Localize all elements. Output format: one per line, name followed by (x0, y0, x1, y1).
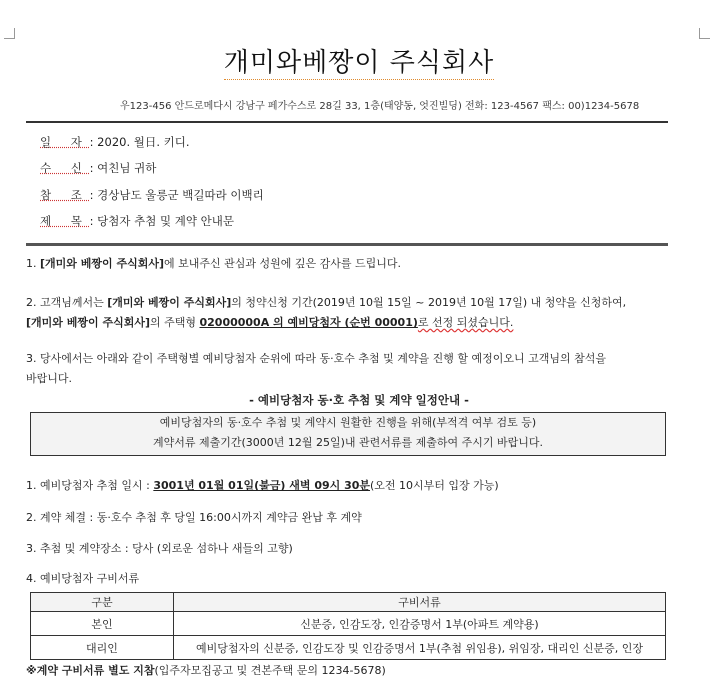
table-row (31, 636, 666, 660)
footnote-rest: (입주자모집공고 및 견본주택 문의 1234-5678) (154, 664, 386, 677)
header-top-rule (26, 121, 668, 123)
para2-company-2: [개미와 베짱이 주식회사] (26, 316, 150, 329)
company-title: 개미와베짱이 주식회사 (223, 48, 495, 78)
para1-rest: 에 보내주신 관심과 성원에 깊은 감사를 드립니다. (163, 257, 401, 270)
footnote (26, 662, 386, 678)
header-bottom-rule (26, 243, 668, 246)
header-reference-row (40, 187, 264, 203)
date-label: 일 자 (40, 135, 90, 149)
table-row (31, 612, 666, 636)
para2-prefix: 2. 고객님께서는 (26, 296, 108, 309)
notice-line-1: 예비당첨자의 동·호수 추첨 및 계약시 원활한 진행을 위해(부적격 여부 검토 등) (159, 416, 537, 429)
para1-company: [개미와 베짱이 주식회사] (40, 257, 164, 270)
paragraph-1 (26, 254, 676, 274)
subject-value: : 당첨자 추첨 및 계약 안내문 (89, 214, 235, 228)
item1-rest: (오전 10시부터 입장 가능) (370, 479, 499, 492)
crop-mark-top-left (4, 28, 15, 39)
item-3-location: 3. 추첨 및 계약장소 : 당사 (외로운 섬하나 새들의 고향) (26, 542, 293, 555)
table-cell-category: 본인 (31, 612, 174, 636)
footnote-bold: ※계약 구비서류 별도 지참 (26, 664, 155, 677)
para1-prefix: 1. (26, 257, 40, 270)
required-documents-table (30, 592, 666, 660)
header-date-row (40, 134, 190, 150)
schedule-subtitle: - 예비당첨자 동·호 추첨 및 계약 일정안내 - (249, 393, 469, 407)
para2-line1-rest: 의 청약신청 기간(2019년 10월 15일 ~ 2019년 10월 17일) 내 청약을 신청하여, (231, 296, 627, 309)
header-subject-row (40, 213, 234, 229)
table-header-documents: 구비서류 (174, 593, 666, 612)
crop-mark-top-right (699, 28, 710, 39)
subject-label: 제 목 (40, 214, 90, 228)
item-2-contract: 2. 계약 체결 : 동·호수 추첨 후 당일 16:00시까지 계약금 완납 후 계약 (26, 511, 362, 524)
recipient-value: : 여친님 귀하 (89, 161, 157, 175)
paragraph-3 (26, 349, 676, 389)
reference-value: : 경상남도 울릉군 백길따라 이백리 (89, 188, 264, 202)
para3-line1: 3. 당사에서는 아래와 같이 주택형별 예비당첨자 순위에 따라 동·호수 추첨 및 계약을 진행 할 예정이오니 고객님의 참석을 (26, 352, 606, 365)
item1-datetime: 3001년 01월 01일(불금) 새벽 09시 30분 (153, 479, 371, 492)
recipient-label: 수 신 (40, 161, 90, 175)
para2-company-1: [개미와 베짱이 주식회사] (107, 296, 232, 309)
header-recipient-row (40, 160, 156, 176)
reference-label: 참 조 (40, 188, 90, 202)
table-header-category: 구분 (31, 593, 174, 612)
para2-line2-rest: 로 선정 되셨습니다. (417, 316, 514, 329)
para3-line2: 바랍니다. (26, 372, 73, 385)
para2-line2-mid: 의 주택형 (149, 316, 200, 329)
table-cell-documents: 예비당첨자의 신분증, 인감도장 및 인감증명서 1부(추첨 위임용), 위임장, 대리인 신분증, 인장 (174, 636, 666, 660)
notice-box (30, 412, 666, 456)
table-cell-category: 대리인 (31, 636, 174, 660)
table-cell-documents: 신분증, 인감도장, 인감증명서 1부(아파트 계약용) (174, 612, 666, 636)
table-header-row (31, 593, 666, 612)
notice-line-2: 계약서류 제출기간(3000년 12월 25일)내 관련서류를 제출하여 주시기 바랍니다. (152, 436, 544, 449)
item1-prefix: 1. 예비당첨자 추첨 일시 : (26, 479, 154, 492)
date-value: : 2020. 월日. 키디. (89, 135, 190, 149)
item-1-draw-datetime (26, 477, 499, 493)
para2-housing-type: 02000000A 의 예비당첨자 (순번 00001) (199, 316, 418, 329)
paragraph-2 (26, 293, 676, 333)
item-4-documents: 4. 예비당첨자 구비서류 (26, 572, 140, 585)
address-line: 우123-456 안드로메다시 강남구 페가수스로 28길 33, 1층(태양동, 엇진빌딩) 전화: 123-4567 팩스: 00)1234-5678 (120, 101, 640, 112)
